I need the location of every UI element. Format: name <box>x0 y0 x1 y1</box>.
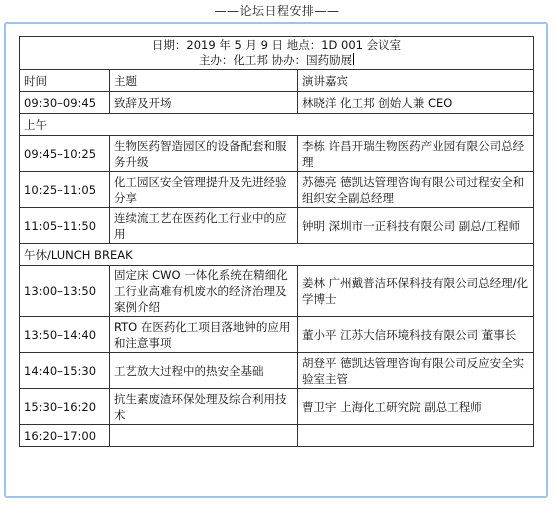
topic-cell: 工艺放大过程中的热安全基础 <box>110 353 298 389</box>
section-label: 上午 <box>20 114 534 136</box>
time-cell: 10:25–11:05 <box>20 172 110 208</box>
section-row <box>20 114 534 136</box>
table-row <box>20 172 534 208</box>
text-cursor <box>353 53 354 65</box>
topic-cell: 致辞及开场 <box>110 92 298 114</box>
event-date-location: 日期：2019 年 5 月 9 日 地点：1D 001 会议室 <box>151 38 402 52</box>
topic-cell <box>110 425 298 447</box>
time-cell: 13:50–14:40 <box>20 317 110 353</box>
topic-cell: 生物医药智造园区的设备配套和服务升级 <box>110 136 298 172</box>
topic-cell: 抗生素废渣环保处理及综合利用技术 <box>110 389 298 425</box>
speaker-cell: 钟明 深圳市一正科技有限公司 副总/工程师 <box>298 208 534 244</box>
speaker-cell: 苏德亮 德凯达管理咨询有限公司过程安全和组织安全副总经理 <box>298 172 534 208</box>
event-info-row <box>20 37 534 70</box>
header-row <box>20 70 534 92</box>
time-cell: 11:05–11:50 <box>20 208 110 244</box>
speaker-cell: 林晓洋 化工邦 创始人兼 CEO <box>298 92 534 114</box>
table-row <box>20 425 534 447</box>
topic-cell: 连续流工艺在医药化工行业中的应用 <box>110 208 298 244</box>
schedule-table <box>19 36 534 447</box>
speaker-cell: 李栋 许昌开瑞生物医药产业园有限公司总经理 <box>298 136 534 172</box>
speaker-cell: 胡登平 德凯达管理咨询有限公司反应安全实验室主管 <box>298 353 534 389</box>
section-label: 午休/LUNCH BREAK <box>20 244 534 266</box>
table-row <box>20 353 534 389</box>
table-row <box>20 136 534 172</box>
header-topic: 主题 <box>110 70 298 92</box>
time-cell: 13:00–13:50 <box>20 266 110 317</box>
table-row <box>20 266 534 317</box>
page-title: ——论坛日程安排—— <box>214 4 340 18</box>
event-info-cell <box>20 37 534 70</box>
event-organizers: 主办：化工邦 协办：国药励展 <box>198 53 353 67</box>
speaker-cell: 董小平 江苏大信环境科技有限公司 董事长 <box>298 317 534 353</box>
table-row <box>20 317 534 353</box>
section-row <box>20 244 534 266</box>
time-cell: 16:20–17:00 <box>20 425 110 447</box>
topic-cell: RTO 在医药化工项目落地钟的应用和注意事项 <box>110 317 298 353</box>
time-cell: 15:30–16:20 <box>20 389 110 425</box>
header-speaker: 演讲嘉宾 <box>298 70 534 92</box>
time-cell: 09:45–10:25 <box>20 136 110 172</box>
speaker-cell: 曹卫宇 上海化工研究院 副总工程师 <box>298 389 534 425</box>
time-cell: 14:40–15:30 <box>20 353 110 389</box>
topic-cell: 化工园区安全管理提升及先进经验分享 <box>110 172 298 208</box>
speaker-cell <box>298 425 534 447</box>
time-cell: 09:30–09:45 <box>20 92 110 114</box>
table-row <box>20 92 534 114</box>
speaker-cell: 姜林 广州戴普洁环保科技有限公司总经理/化学博士 <box>298 266 534 317</box>
table-row <box>20 389 534 425</box>
header-time: 时间 <box>20 70 110 92</box>
topic-cell: 固定床 CWO 一体化系统在精细化工行业高难有机废水的经济治理及案例介绍 <box>110 266 298 317</box>
table-row <box>20 208 534 244</box>
